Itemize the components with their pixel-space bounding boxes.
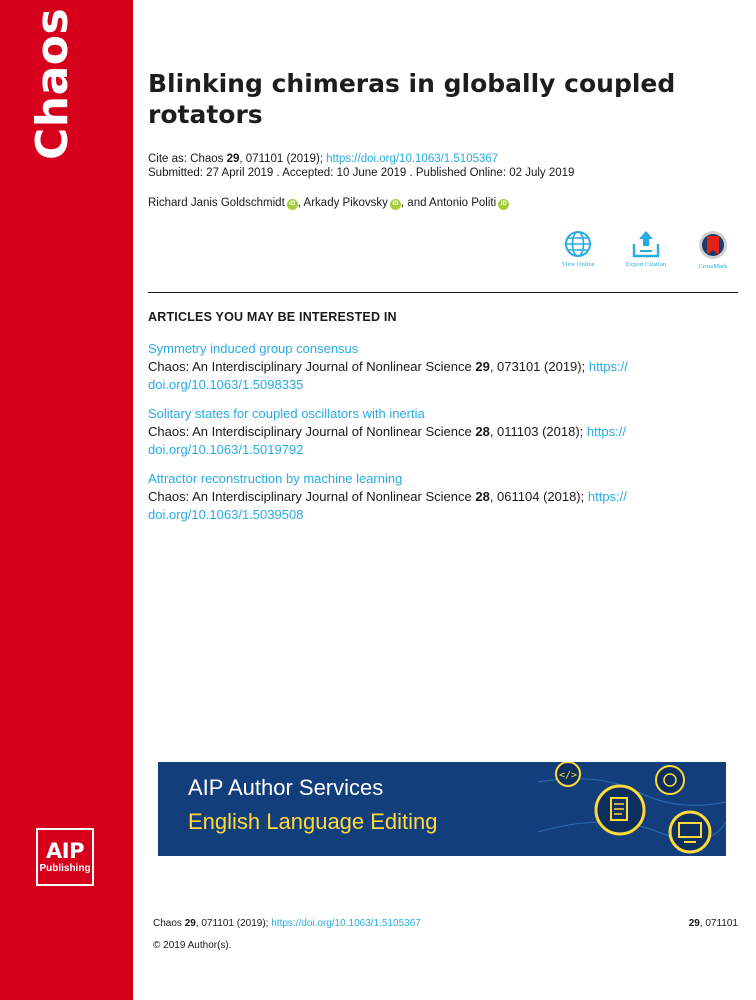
- citation-journal: Chaos: An Interdisciplinary Journal of Nonlinear Science: [148, 359, 476, 374]
- citation-volume: 29: [475, 359, 490, 374]
- view-online-label: View Online: [561, 261, 595, 268]
- aip-publishing-logo[interactable]: [36, 828, 94, 886]
- orcid-icon[interactable]: iD: [287, 199, 298, 210]
- footer-page-rest: , 071101: [699, 918, 738, 929]
- author-name[interactable]: Arkady Pikovsky: [303, 197, 388, 209]
- citation-doi-link[interactable]: doi.org/10.1063/1.5019792: [148, 442, 304, 457]
- related-article: [148, 340, 688, 394]
- citation-journal: Chaos: An Interdisciplinary Journal of Nonlinear Science: [148, 489, 476, 504]
- related-article: [148, 470, 688, 524]
- cite-rest: , 071101 (2019);: [239, 153, 327, 165]
- related-article-title[interactable]: Attractor reconstruction by machine learning: [148, 471, 403, 486]
- journal-sidebar: [0, 0, 133, 1000]
- footer-copyright: © 2019 Author(s).: [153, 940, 232, 951]
- footer-page-volume: 29: [688, 918, 700, 929]
- journal-name: Chaos: [27, 7, 78, 160]
- svg-text:</>: </>: [558, 770, 578, 781]
- export-citation-button[interactable]: [616, 230, 676, 268]
- related-articles-heading: ARTICLES YOU MAY BE INTERESTED IN: [148, 310, 397, 324]
- citation-doi-link[interactable]: doi.org/10.1063/1.5098335: [148, 377, 304, 392]
- footer-cite-prefix: Chaos: [153, 918, 185, 929]
- publication-dates: Submitted: 27 April 2019 . Accepted: 10 June 2019 . Published Online: 02 July 2019: [148, 167, 575, 179]
- citation-journal: Chaos: An Interdisciplinary Journal of Nonlinear Science: [148, 424, 476, 439]
- cite-volume: 29: [226, 153, 240, 165]
- globe-icon: [564, 230, 592, 258]
- related-article-citation: [148, 358, 688, 394]
- citation-volume: 28: [475, 489, 490, 504]
- crossmark-label: CrossMark: [698, 263, 728, 270]
- banner-subheadline: English Language Editing: [188, 809, 438, 834]
- view-online-button[interactable]: [548, 230, 608, 268]
- orcid-icon[interactable]: iD: [498, 199, 509, 210]
- citation-volume: 28: [475, 424, 490, 439]
- footer-citation: [153, 918, 421, 929]
- related-article-title[interactable]: Solitary states for coupled oscillators with inertia: [148, 406, 425, 421]
- cite-line: [148, 152, 498, 166]
- logo-line2: Publishing: [39, 863, 91, 874]
- footer-volume: 29: [184, 918, 196, 929]
- crossmark-icon: [698, 230, 728, 260]
- orcid-icon[interactable]: iD: [390, 199, 401, 210]
- related-article: [148, 405, 688, 459]
- citation-rest: , 011103 (2018);: [489, 424, 587, 439]
- logo-line1: AIP: [46, 839, 84, 863]
- related-article-citation: [148, 423, 688, 459]
- related-article-title[interactable]: Symmetry induced group consensus: [148, 341, 359, 356]
- citation-doi-link[interactable]: https://: [587, 489, 627, 504]
- footer-doi-link[interactable]: https://doi.org/10.1063/1.5105367: [271, 918, 421, 929]
- citation-doi-link[interactable]: https://: [586, 424, 626, 439]
- author-name[interactable]: Richard Janis Goldschmidt: [148, 197, 285, 209]
- footer-cite-rest: , 071101 (2019);: [195, 918, 272, 929]
- footer-page-id: [689, 918, 738, 929]
- banner-decoration-icon: [538, 762, 726, 856]
- author-separator: ,: [297, 197, 304, 209]
- citation-rest: , 061104 (2018);: [489, 489, 588, 504]
- citation-doi-link[interactable]: https://: [588, 359, 628, 374]
- crossmark-button[interactable]: [683, 230, 743, 270]
- author-separator: , and: [400, 197, 430, 209]
- export-citation-label: Export Citation: [625, 261, 667, 268]
- citation-doi-link[interactable]: doi.org/10.1063/1.5039508: [148, 507, 304, 522]
- author-list: [148, 196, 509, 210]
- article-title: [148, 68, 688, 130]
- citation-rest: , 073101 (2019);: [489, 359, 589, 374]
- banner-headline: AIP Author Services: [188, 775, 384, 800]
- author-name[interactable]: Antonio Politi: [429, 197, 497, 209]
- section-divider: [148, 292, 738, 293]
- title-line2: rotators: [148, 100, 263, 129]
- export-icon: [631, 230, 661, 258]
- cite-prefix: Cite as: Chaos: [148, 153, 227, 165]
- doi-link[interactable]: https://doi.org/10.1063/1.5105367: [326, 153, 499, 165]
- title-line1: Blinking chimeras in globally coupled: [148, 69, 676, 98]
- author-services-banner[interactable]: [158, 762, 726, 856]
- related-article-citation: [148, 488, 688, 524]
